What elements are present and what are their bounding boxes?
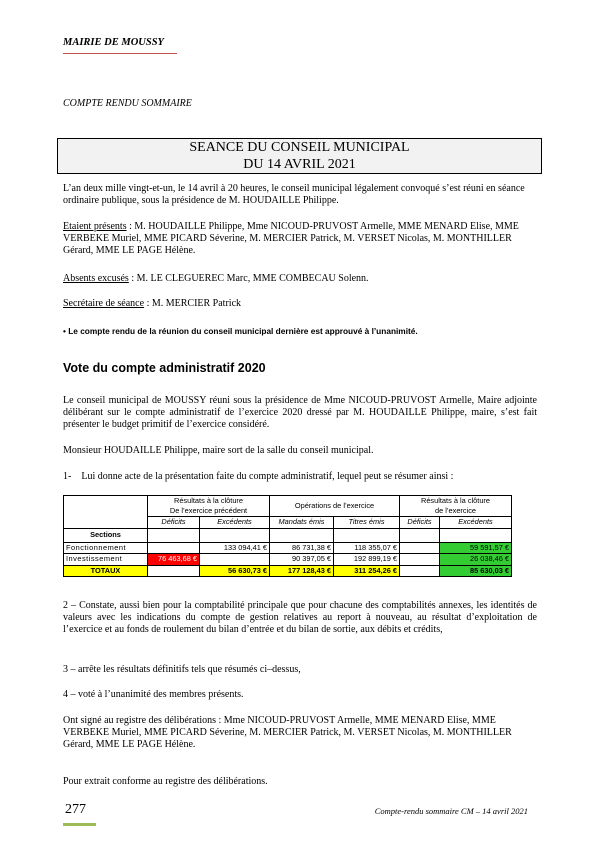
page-number-underline [63,823,96,826]
section-title: Vote du compte administratif 2020 [63,361,266,375]
secretaire-label: Secrétaire de séance [63,298,145,309]
header-prev-results-line2: De l’exercice précédent [169,506,248,515]
presents-paragraph [63,221,537,258]
point-4: 4 – voté à l’unanimité des membres présents. [63,689,244,700]
presents-label: Etaient présents [63,221,127,232]
header-prev-results [148,496,270,517]
cell: 86 731,38 € [270,542,334,554]
secretaire-name: : M. MERCIER Patrick [144,298,242,309]
cell: 133 094,41 € [200,542,270,554]
absents-paragraph [63,273,537,285]
sub-header-mandats: Mandats émis [270,517,334,529]
cell-highlight-yellow: 56 630,73 € [200,565,270,577]
row-label-investissement: Investissement [64,554,148,566]
extrait-line: Pour extrait conforme au registre des délibérations. [63,776,268,787]
mairie-header: MAIRIE DE MOUSSY [63,37,164,48]
point-1: 1- Lui donne acte de la présentation faite du compte administratif, lequel peut se résumer ainsi : [63,471,454,482]
point-3: 3 – arrête les résultats définitifs tels que résumés ci–dessus, [63,664,301,675]
sections-label: Sections [64,528,148,542]
sortie-paragraph: Monsieur HOUDAILLE Philippe, maire sort de la salle du conseil municipal. [63,445,374,456]
signatures-paragraph: Ont signé au registre des délibérations : Mme NICOUD-PRUVOST Armelle, MME MENARD Elise, MME VERBEKE Muriel, MME PICARD Séverine, M. MERCIER Patrick, M. VERSET Nicolas, M. MONTHILLER Gérard, MME LE PAGE Hélène. [63,715,512,751]
cell [400,554,440,566]
sub-header-deficits-prev: Déficits [148,517,200,529]
row-label-totaux: TOTAUX [64,565,148,577]
cell [148,542,200,554]
cell-highlight-yellow: 311 254,26 € [334,565,400,577]
row-label-fonctionnement: Fonctionnement [64,542,148,554]
cell-highlight-green: 85 630,03 € [440,565,512,577]
vote-paragraph: Le conseil municipal de MOUSSY réuni sous la présidence de Mme NICOUD-PRUVOST Armelle, Maire adjointe délibérant sur le compte administratif de l’exercice 2020 dressé par M. HOUDAILLE Philippe, maire, s’est fait présenter le budget primitif de l’exercice considéré. [63,395,537,431]
header-final-results-line2: de l’exercice [434,506,477,515]
cell [148,565,200,577]
intro-paragraph: L’an deux mille vingt-et-un, le 14 avril à 20 heures, le conseil municipal légalement convoqué s’est réuni en séance ordinaire publique, sous la présidence de M. HOUDAILLE Philippe. [63,183,525,207]
cell: 192 899,19 € [334,554,400,566]
header-final-results-line1: Résultats à la clôture [420,496,490,505]
financial-summary-table [63,495,512,577]
point-2: 2 – Constate, aussi bien pour la comptabilité principale que pour chacune des comptabilités annexes, les identités de valeurs avec les indications du compte de gestion relatives au report à nouveau, au résultat d’exploitation de l’exercice et au fonds de roulement du bilan d’entrée et du bilan de sortie, aux débits et crédits, [63,600,537,636]
header-prev-results-line1: Résultats à la clôture [173,496,243,505]
sub-header-excedents-prev: Excédents [200,517,270,529]
table-corner [64,496,148,529]
cell [400,542,440,554]
cell-highlight-yellow: 177 128,43 € [270,565,334,577]
cell: 90 397,05 € [270,554,334,566]
session-title-box [57,138,542,174]
footer-text: Compte-rendu sommaire CM – 14 avril 2021 [374,806,528,816]
cell-highlight-red: 76 463,68 € [148,554,200,566]
sub-header-excedents-final: Excédents [440,517,512,529]
sub-header-titres: Titres émis [334,517,400,529]
header-final-results [400,496,512,517]
cell [400,565,440,577]
approval-line: • Le compte rendu de la réunion du conseil municipal dernière est approuvé à l’unanimité. [63,326,418,336]
session-title: SEANCE DU CONSEIL MUNICIPAL [189,140,410,155]
header-underline [63,53,177,54]
page-number: 277 [65,802,86,817]
cell-highlight-green: 59 591,57 € [440,542,512,554]
header-operations: Opérations de l’exercice [270,496,400,517]
table-row [64,565,512,577]
sub-header-deficits-final: Déficits [400,517,440,529]
presents-list: : M. HOUDAILLE Philippe, Mme NICOUD-PRUVOST Armelle, MME MENARD Elise, MME VERBEKE Muriel, MME PICARD Séverine, M. MERCIER Patrick, M. VERSET Nicolas, M. MONTHILLER Gérard, MME LE PAGE Hélène. [63,221,519,257]
absents-list: : M. LE CLEGUEREC Marc, MME COMBECAU Solenn. [128,273,369,284]
table-row [64,542,512,554]
document-type: COMPTE RENDU SOMMAIRE [63,98,192,109]
absents-label: Absents excusés [63,273,129,284]
cell [200,554,270,566]
cell-highlight-green: 26 038,46 € [440,554,512,566]
session-date: DU 14 AVRIL 2021 [243,157,356,172]
table-row [64,554,512,566]
secretaire-paragraph [63,298,537,310]
cell: 118 355,07 € [334,542,400,554]
